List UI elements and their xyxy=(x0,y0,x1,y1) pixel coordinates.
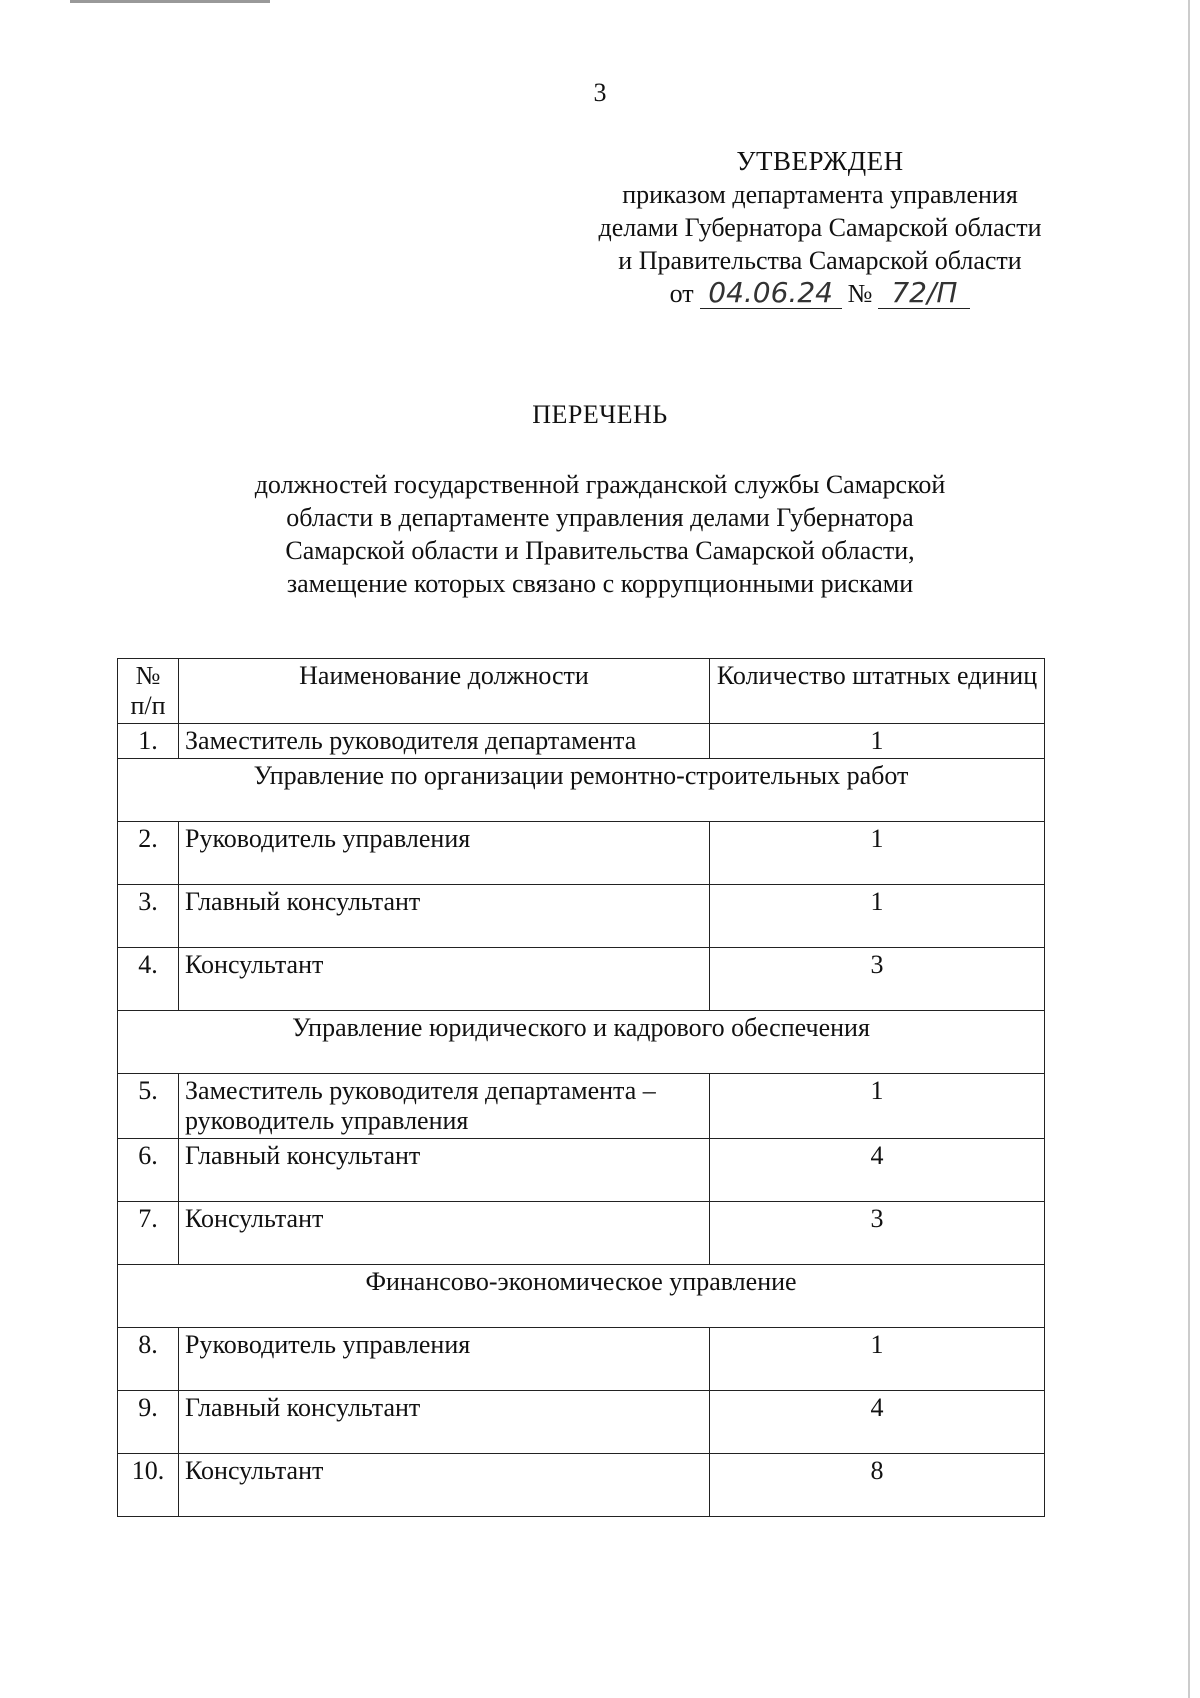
table-row xyxy=(118,885,1045,948)
section-row xyxy=(118,759,1045,822)
table-row xyxy=(118,1139,1045,1202)
table-row xyxy=(118,1202,1045,1265)
table-row xyxy=(118,1074,1045,1139)
table-row xyxy=(118,1391,1045,1454)
row-num: 7. xyxy=(118,1202,179,1265)
row-count: 4 xyxy=(710,1139,1045,1202)
row-name: Руководитель управления xyxy=(179,822,710,885)
handwritten-number: 72/П xyxy=(878,278,970,309)
row-count: 1 xyxy=(710,724,1045,759)
number-sign: № xyxy=(847,279,873,308)
approval-date-line xyxy=(560,277,1080,310)
table-row xyxy=(118,948,1045,1011)
subtitle-line: Самарской области и Правительства Самарской области, xyxy=(285,536,915,565)
row-num: 1. xyxy=(118,724,179,759)
subtitle-line: замещение которых связано с коррупционными рисками xyxy=(286,569,914,598)
row-name: Главный консультант xyxy=(179,885,710,948)
table-row xyxy=(118,1328,1045,1391)
section-title: Управление по организации ремонтно-строительных работ xyxy=(118,759,1045,822)
section-row xyxy=(118,1265,1045,1328)
row-num: 9. xyxy=(118,1391,179,1454)
approval-line: делами Губернатора Самарской области xyxy=(598,213,1042,242)
row-name: Заместитель руководителя департамента – руководитель управления xyxy=(179,1074,710,1139)
row-count: 3 xyxy=(710,948,1045,1011)
row-num: 4. xyxy=(118,948,179,1011)
row-count: 8 xyxy=(710,1454,1045,1517)
row-count: 3 xyxy=(710,1202,1045,1265)
approval-line: приказом департамента управления xyxy=(622,180,1018,209)
row-num: 5. xyxy=(118,1074,179,1139)
row-num: 10. xyxy=(118,1454,179,1517)
document-subtitle xyxy=(200,468,1000,600)
row-num: 6. xyxy=(118,1139,179,1202)
section-row xyxy=(118,1011,1045,1074)
row-num: 3. xyxy=(118,885,179,948)
date-prefix: от xyxy=(669,279,694,308)
header-num: № п/п xyxy=(118,659,179,724)
scan-mark-right-edge xyxy=(1188,0,1190,1698)
document-title: ПЕРЕЧЕНЬ xyxy=(532,400,668,429)
row-count: 1 xyxy=(710,885,1045,948)
table-row xyxy=(118,1454,1045,1517)
table-header-row xyxy=(118,659,1045,724)
row-name: Главный консультант xyxy=(179,1139,710,1202)
row-name: Консультант xyxy=(179,948,710,1011)
row-name: Консультант xyxy=(179,1454,710,1517)
subtitle-line: должностей государственной гражданской службы Самарской xyxy=(254,470,946,499)
subtitle-line: области в департаменте управления делами Губернатора xyxy=(286,503,914,532)
row-count: 1 xyxy=(710,1074,1045,1139)
row-count: 1 xyxy=(710,1328,1045,1391)
row-name: Заместитель руководителя департамента xyxy=(179,724,710,759)
row-num: 2. xyxy=(118,822,179,885)
table-row xyxy=(118,724,1045,759)
table-row xyxy=(118,822,1045,885)
row-count: 4 xyxy=(710,1391,1045,1454)
positions-table xyxy=(117,658,1045,1517)
row-name: Главный консультант xyxy=(179,1391,710,1454)
approval-stamp xyxy=(560,145,1080,310)
row-num: 8. xyxy=(118,1328,179,1391)
row-name: Консультант xyxy=(179,1202,710,1265)
row-count: 1 xyxy=(710,822,1045,885)
approval-title: УТВЕРЖДЕН xyxy=(736,146,904,176)
row-name: Руководитель управления xyxy=(179,1328,710,1391)
section-title: Финансово-экономическое управление xyxy=(118,1265,1045,1328)
handwritten-date: 04.06.24 xyxy=(700,278,842,309)
header-count: Количество штатных единиц xyxy=(710,659,1045,724)
scan-mark-top xyxy=(70,0,270,3)
approval-line: и Правительства Самарской области xyxy=(618,246,1022,275)
header-name: Наименование должности xyxy=(179,659,710,724)
page-number: 3 xyxy=(593,78,607,107)
section-title: Управление юридического и кадрового обеспечения xyxy=(118,1011,1045,1074)
